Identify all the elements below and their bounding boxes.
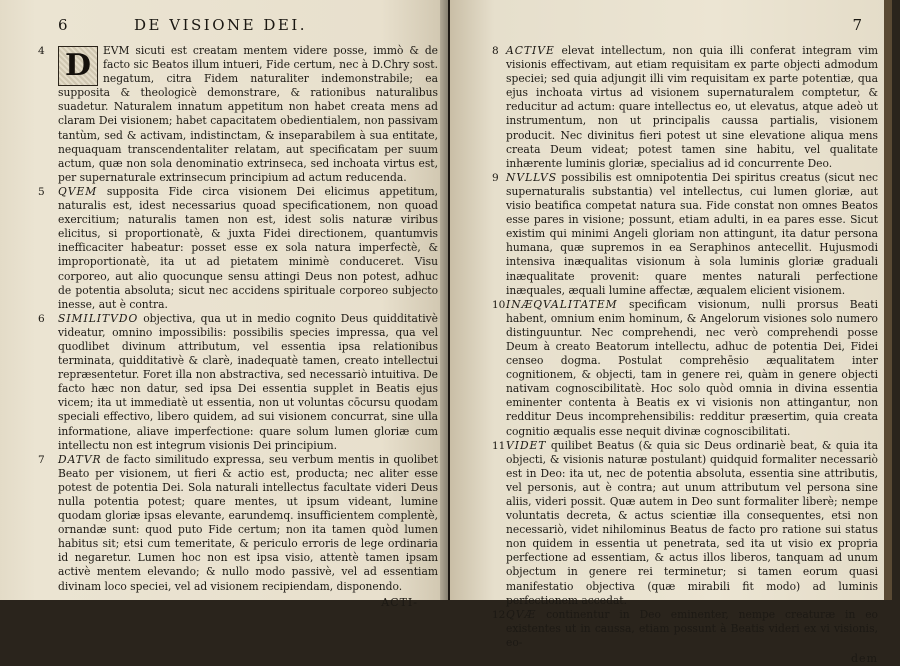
paragraph-number: 8 [492, 45, 499, 57]
paragraph-number: 5 [38, 185, 45, 198]
paragraph-number: 6 [38, 312, 45, 325]
page-edge [884, 0, 892, 600]
running-head-title: DE VISIONE DEI. [134, 16, 308, 34]
paragraph-lead-word: QVÆ [506, 607, 537, 621]
paragraph-6 [14, 312, 438, 453]
paragraph-lead-word: INÆQVALITATEM [506, 297, 618, 311]
right-page-number: 7 [852, 16, 862, 34]
paragraph-lead-word: NVLLVS [506, 170, 558, 184]
paragraph-number: 12 [492, 608, 506, 621]
paragraph-10 [464, 298, 878, 439]
paragraph-text: objectiva, qua ut in medio cognito Deus quidditativè videatur, omnino impossibilis: possibilis species impressa, qua vel quodlibet divinum attributum, vel essentia ipsa relationibus terminata, quidditativè & clarè, inadequatè tamen, creato intellectui repræsentetur. Foret illa non abstractiva, sed necessariò intuitiva. De facto hæc non datur, sed ipsa Dei essentia supplet in Beatis ejus vicem; ita ut immediatè ut essentia, non ut voluntas cōcursu quodam speciali effectivo, libero quidem, ad sui visionem concurrat, sine ulla informatione, aliave imperfectione: quare solum lumen gloriæ cum intellectu non est integrum visionis Dei principium. [58, 311, 438, 452]
left-running-head [14, 16, 438, 38]
right-running-head [464, 16, 878, 38]
right-text-block [464, 44, 878, 666]
left-text-block [14, 44, 438, 610]
paragraph-7 [14, 453, 438, 594]
paragraph-text: quilibet Beatus (& quia sic Deus ordinariè beat, & quia ita objecti, & visionis naturæ postulant) quidquid formaliter necessariò est in Deo: ita ut, nec de potentia absoluta, essentia sine attributis, vel personis, aut è contra; aut unum attributum vel persona sine aliis, videri possit. Quæ autem in Deo sunt formaliter liberè; nempe voluntatis decreta, & actus scientiæ illa consequentes, etsi non necessariò, videt nihilominus Beatus de facto pro ratione sui status non quidem in essentia ut penetrata, sed ita ut visio ex propria perfectione ad essentiam, & actus illos liberos, tanquam ad unum objectum in genere rei terminetur; si tamen eorum quasi manifestatio objectiva (quæ mirabili fit modo) ad luminis perfectionem accedat. [506, 438, 878, 607]
paragraph-number: 11 [492, 439, 506, 452]
paragraph-lead-word: SIMILITVDO [58, 311, 139, 325]
paragraph-text: continentur in Deo eminenter, nempe creaturæ in eo existentes ut in caussa, etiam possunt à Beatis videri ex vi visionis, eo- [506, 607, 878, 649]
paragraph-text: possibilis est omnipotentia Dei spiritus creatus (sicut nec supernaturalis substantia) vel intellectus, cui lumen gloriæ, aut visio beatifica competat natura sua. Fide constat non omnes Beatos esse pares in visione; possunt, etiam adulti, in ea pares esse. Sicut existim qui minimi Angeli gloriam non attingunt, ita datur persona humana, quæ supremos in ea Seraphinos antecellit. Hujusmodi intensiva inæqualitas visionum à sola luminis gloriæ graduali inæqualitate provenit: quare mentes naturali perfectione inæquales, æquali lumine affectæ, æqualem elicient visionem. [506, 170, 878, 297]
paragraph-text: EVM sicuti est creatam mentem videre posse, immò & de facto sic Beatos illum intueri, Fide certum, nec à D.Chry sost. negatum, citra Fidem naturaliter indemonstrabile; ea supposita & theologicè demonstrare, & rationibus naturalibus suadetur. Naturalem innatum appetitum non habet creata mens ad claram Dei visionem; habet capacitatem obedientialem, non passivam tantùm, sed & activam, indistinctam, & inseparabilem à sua entitate, nequaquam transcendentaliter relatam, aut specificatam per suum actum, quæ non sola denominatio extrinseca, sed inchoata virtus est, per supernaturale extrinsecum principium ad actum reducenda. [58, 44, 438, 184]
paragraph-number: 10 [492, 298, 506, 311]
paragraph-lead-word: VIDET [506, 438, 547, 452]
paragraph-number: 7 [38, 453, 45, 466]
left-page-number: 6 [58, 16, 68, 34]
paragraph-number: 4 [38, 45, 45, 57]
paragraph-text: supposita Fide circa visionem Dei elicimus appetitum, naturalis est, idest necessarius quoad specificationem, non quoad exercitium; naturalis tamen non est, idest solis naturæ viribus elicitus, si proportionatè, & juxta Fidei directionem, quantumvis inefficaciter habeatur: posset esse ex sola natura imperfectè, & improportionatè, ita ut ad pietatem minimè conduceret. Visu corporeo, aut alio quocunque sensu attingi Deus non potest, adhuc de potentia absoluta; sicut nec accidens spirituale corporeo subjecto inesse, aut è contra. [58, 184, 438, 311]
left-catchword: ACTI- [381, 595, 418, 609]
ornamental-initial: D [58, 46, 98, 86]
paragraph-11 [464, 439, 878, 608]
paragraph-8 [464, 44, 878, 171]
paragraph-lead-word: ACTIVE [506, 44, 555, 57]
paragraph-5 [14, 185, 438, 312]
paragraph-lead-word: QVEM [58, 184, 98, 198]
left-page [0, 0, 448, 609]
paragraph-number: 9 [492, 171, 499, 184]
paragraph-text: specificam visionum, nulli prorsus Beati habent, omnium enim hominum, & Angelorum visiones solo numero distinguuntur. Nec comprehendi, nec verò comprehendi posse Deum à creato Beatorum intellectu, adhuc de potentia Dei, Fidei censeo dogma. Postulat comprehēsio æqualitatem inter cognitionem, & objecti, tam in genere rei, quàm in genere objecti nativam cognoscibilitatè. Hoc solo quòd omnia in divina essentia eminenter contenta à Beatis ex vi visionis non attingantur, non redditur Deus incomprehensibilis: redditur præsertim, quia creata cognitio æqualis esse nequit divinæ cognoscibilitati. [506, 297, 878, 438]
paragraph-text: elevat intellectum, non quia illi conferat integram vim visionis effectivam, aut etiam requisitam ex parte objecti admodum speciei; sed quia adjungit illi vim requisitam ex parte potentiæ, qua ejus inchoata virtus ad visionem supernaturalem comptetur, & reducitur ad actum: quare intellectus eo, ut elevatus, atque adeò ut instrumentum, non ut principalis caussa partialis, visionem producit. Nec divinitus fieri potest ut sine elevatione aliqua mens creata Deum videat; potest tamen sine habitu, vel qualitate inhærente luminis gloriæ, specialius ad id concurrente Deo. [506, 44, 878, 170]
paragraph-lead-word: DATVR [58, 452, 102, 466]
paragraph-12 [464, 608, 878, 650]
paragraph-text: de facto similitudo expressa, seu verbum mentis in quolibet Beato per visionem, ut fieri & actio est, producta; nec aliter esse potest de potentia Dei. Sola naturali intellectus facultate videri Deus nulla potentia potest; quare mentes, ut ipsum videant, lumine quodam gloriæ ipsas elevante, earundemq. insufficientem complentè, ornandæ sunt: quod puto Fide certum; non ita tamen quòd lumen habitus sit; etsi cum temeritate, & periculo erroris de lege ordinaria id negaretur. Lumen hoc non est ipsa visio, attentè tamen ipsam activè mentem elevando; & nullo modo passivè, vel ad essentiam divinam loco speciei, vel ad visionem recipiendam, disponendo. [58, 452, 438, 593]
right-page [450, 0, 892, 666]
right-catchword: dem [851, 652, 878, 666]
paragraph-9 [464, 171, 878, 298]
paragraph-4 [14, 44, 438, 185]
